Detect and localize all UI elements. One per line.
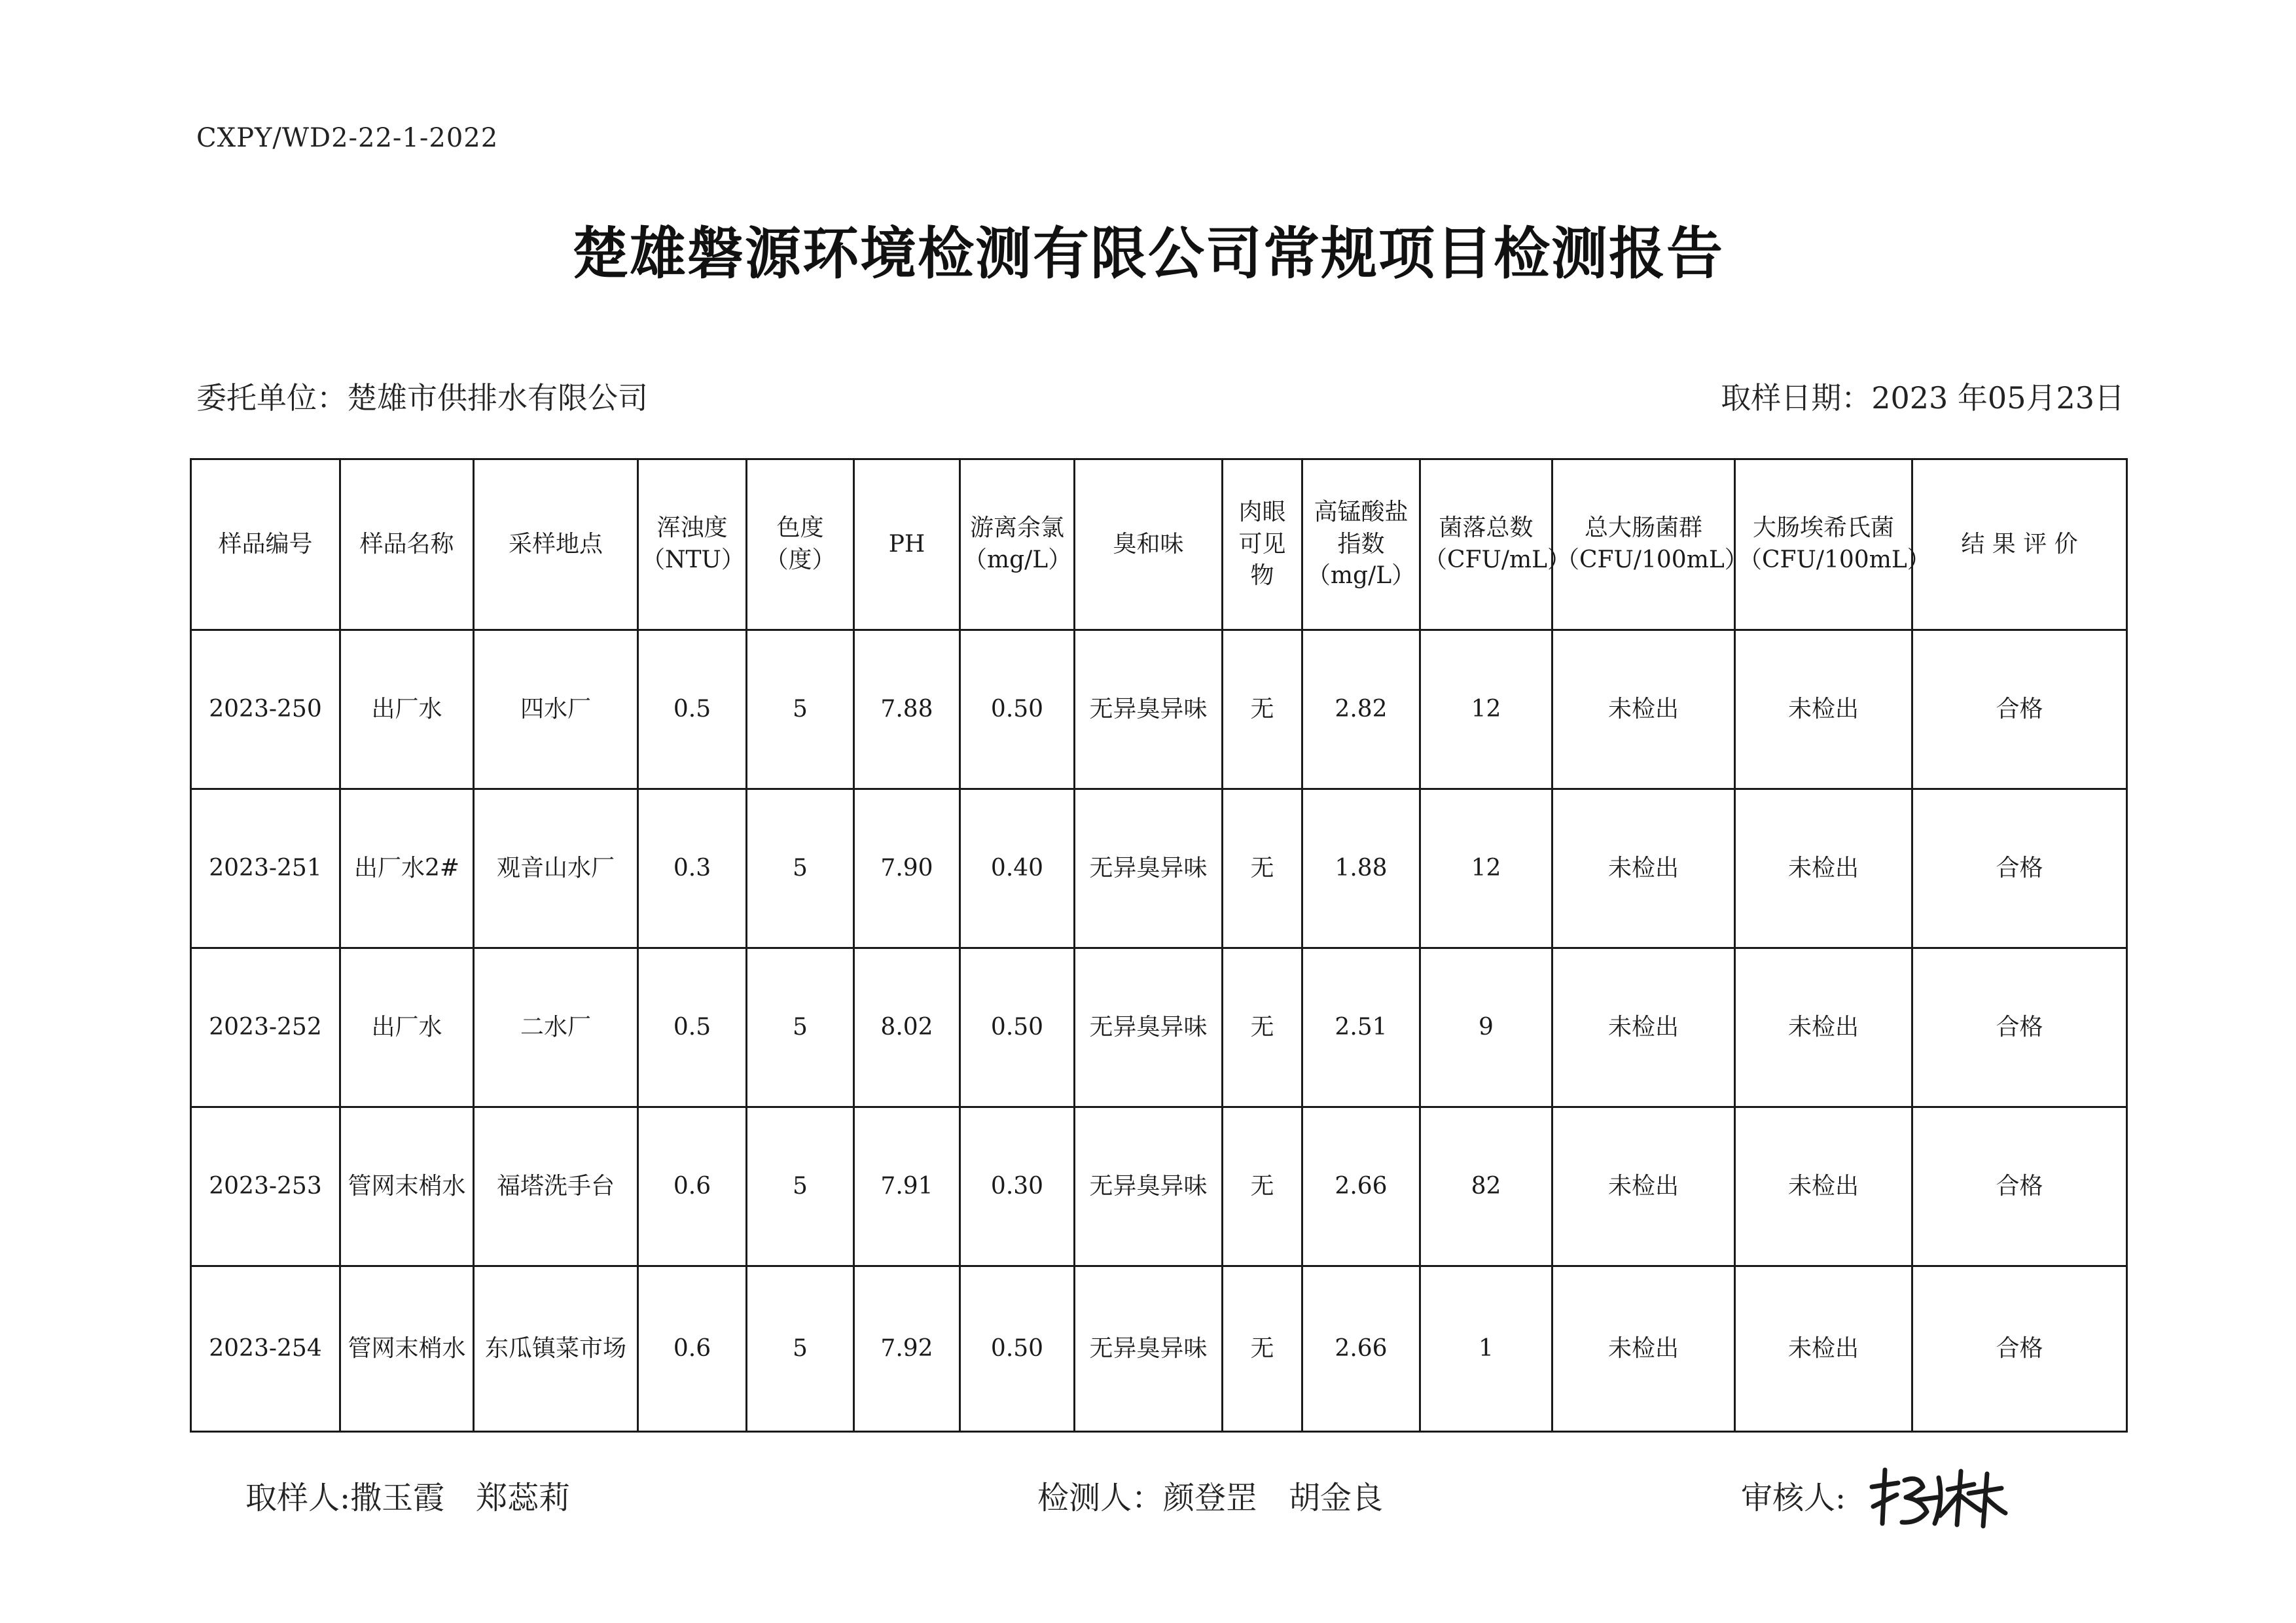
sample-date-value: 2023 年05月23日 <box>1871 380 2125 416</box>
column-header-line: （NTU） <box>641 546 745 573</box>
column-header-line: 大肠埃希氏菌 <box>1752 514 1894 542</box>
table-cell: 7.90 <box>854 789 960 948</box>
column-header <box>1912 459 2127 630</box>
handwritten-signature-icon <box>1859 1461 2009 1533</box>
column-header <box>854 459 960 630</box>
table-cell: 2023-250 <box>191 630 340 789</box>
client-label: 委托单位： <box>196 380 347 416</box>
table-cell: 无 <box>1223 789 1302 948</box>
table-cell: 8.02 <box>854 948 960 1107</box>
table-cell: 未检出 <box>1735 1266 1912 1432</box>
table-cell: 无异臭异味 <box>1075 948 1223 1107</box>
table-cell: 5 <box>747 789 854 948</box>
table-cell: 9 <box>1420 948 1552 1107</box>
table-cell: 1 <box>1420 1266 1552 1432</box>
table-cell: 82 <box>1420 1107 1552 1266</box>
column-header-line: 采样地点 <box>508 530 603 558</box>
table-cell: 未检出 <box>1735 789 1912 948</box>
table-cell: 无 <box>1223 1107 1302 1266</box>
table-cell: 7.92 <box>854 1266 960 1432</box>
table-row <box>191 1107 2127 1266</box>
table-cell: 二水厂 <box>474 948 638 1107</box>
table-cell: 2.66 <box>1302 1266 1420 1432</box>
table-cell: 2023-251 <box>191 789 340 948</box>
table-cell: 0.6 <box>638 1266 747 1432</box>
table-cell: 无异臭异味 <box>1075 630 1223 789</box>
table-cell: 无 <box>1223 1266 1302 1432</box>
table-cell: 0.50 <box>960 630 1075 789</box>
table-body <box>191 630 2127 1432</box>
column-header-line: 样品编号 <box>218 530 313 558</box>
reviewer-label: 审核人: <box>1741 1480 1846 1516</box>
column-header-line: 臭和味 <box>1113 530 1184 558</box>
table-cell: 0.6 <box>638 1107 747 1266</box>
column-header <box>1735 459 1931 630</box>
table-cell: 5 <box>747 630 854 789</box>
sample-date-info <box>1721 374 2125 418</box>
table-cell: 5 <box>747 1266 854 1432</box>
column-header-line: 肉眼 <box>1238 499 1286 526</box>
column-header <box>1075 459 1223 630</box>
table-row <box>191 789 2127 948</box>
table-cell: 2.82 <box>1302 630 1420 789</box>
column-header-line: 色度 <box>776 514 824 542</box>
table-cell: 2.51 <box>1302 948 1420 1107</box>
client-value: 楚雄市供排水有限公司 <box>347 380 648 416</box>
table-row <box>191 630 2127 789</box>
table-cell: 出厂水 <box>340 630 474 789</box>
column-header-line: 物 <box>1250 562 1274 590</box>
table-cell: 观音山水厂 <box>474 789 638 948</box>
column-header <box>1223 459 1302 630</box>
column-header <box>638 459 747 630</box>
table-cell: 2023-254 <box>191 1266 340 1432</box>
report-title: 楚雄磐源环境检测有限公司常规项目检测报告 <box>572 221 1724 287</box>
column-header-line: 可见 <box>1238 530 1286 558</box>
column-header <box>474 459 638 630</box>
table-cell: 0.30 <box>960 1107 1075 1266</box>
column-header-line: 指数 <box>1337 530 1385 558</box>
table-cell: 7.91 <box>854 1107 960 1266</box>
table-cell: 未检出 <box>1552 1107 1735 1266</box>
table-cell: 合格 <box>1912 1107 2127 1266</box>
table-cell: 未检出 <box>1552 789 1735 948</box>
column-header-line: 浑浊度 <box>656 514 728 542</box>
table-cell: 合格 <box>1912 1266 2127 1432</box>
column-header-line: 菌落总数 <box>1439 514 1534 542</box>
table-cell: 合格 <box>1912 630 2127 789</box>
document-code: CXPY/WD2-22-1-2022 <box>196 123 499 153</box>
table-cell: 0.3 <box>638 789 747 948</box>
table-cell: 无异臭异味 <box>1075 789 1223 948</box>
table-cell: 四水厂 <box>474 630 638 789</box>
table-cell: 出厂水2# <box>340 789 474 948</box>
table-cell: 合格 <box>1912 948 2127 1107</box>
table-cell: 无 <box>1223 948 1302 1107</box>
table-cell: 无异臭异味 <box>1075 1266 1223 1432</box>
table-cell: 未检出 <box>1735 1107 1912 1266</box>
table-cell: 出厂水 <box>340 948 474 1107</box>
table-cell: 12 <box>1420 789 1552 948</box>
table-row <box>191 1266 2127 1432</box>
column-header-line: 总大肠菌群 <box>1584 514 1702 542</box>
table-cell: 0.5 <box>638 948 747 1107</box>
table-cell: 未检出 <box>1552 630 1735 789</box>
table-cell: 管网末梢水 <box>340 1107 474 1266</box>
column-header-line: （CFU/100mL） <box>1738 546 1931 573</box>
table-cell: 0.5 <box>638 630 747 789</box>
column-header <box>191 459 340 630</box>
table-cell: 7.88 <box>854 630 960 789</box>
table-cell: 未检出 <box>1735 948 1912 1107</box>
column-header-line: （CFU/100mL） <box>1556 546 1748 573</box>
client-info <box>196 374 648 418</box>
table-cell: 0.50 <box>960 948 1075 1107</box>
column-header-line: （CFU/mL） <box>1424 546 1571 573</box>
table-cell: 5 <box>747 1107 854 1266</box>
table-cell: 2023-253 <box>191 1107 340 1266</box>
table-cell: 无 <box>1223 630 1302 789</box>
table-cell: 未检出 <box>1735 630 1912 789</box>
sampler: 取样人:撒玉霞 郑蕊莉 <box>245 1480 571 1516</box>
table-cell: 未检出 <box>1552 1266 1735 1432</box>
column-header <box>747 459 854 630</box>
column-header-line: （度） <box>764 546 836 573</box>
column-header-line: 高锰酸盐 <box>1314 499 1408 526</box>
table-cell: 管网末梢水 <box>340 1266 474 1432</box>
table-cell: 无异臭异味 <box>1075 1107 1223 1266</box>
column-header-line: 样品名称 <box>359 530 454 558</box>
table-cell: 2023-252 <box>191 948 340 1107</box>
column-header-line: 游离余氯 <box>969 514 1064 542</box>
header-row <box>191 459 2127 630</box>
table-cell: 东瓜镇菜市场 <box>474 1266 638 1432</box>
results-table <box>190 458 2128 1433</box>
table-cell: 2.66 <box>1302 1107 1420 1266</box>
column-header <box>960 459 1075 630</box>
column-header <box>1552 459 1748 630</box>
column-header <box>340 459 474 630</box>
column-header-line: 结 果 评 价 <box>1961 530 2078 558</box>
table-cell: 12 <box>1420 630 1552 789</box>
sample-date-label: 取样日期： <box>1721 380 1872 416</box>
tester: 检测人：颜登罡 胡金良 <box>1037 1480 1384 1516</box>
column-header-line: PH <box>888 530 925 558</box>
table-cell: 0.50 <box>960 1266 1075 1432</box>
table-cell: 合格 <box>1912 789 2127 948</box>
table-cell: 未检出 <box>1552 948 1735 1107</box>
table-cell: 5 <box>747 948 854 1107</box>
table-cell: 1.88 <box>1302 789 1420 948</box>
table-cell: 0.40 <box>960 789 1075 948</box>
column-header <box>1420 459 1571 630</box>
column-header-line: （mg/L） <box>963 546 1072 573</box>
table-cell: 福塔洗手台 <box>474 1107 638 1266</box>
column-header <box>1302 459 1420 630</box>
table-row <box>191 948 2127 1107</box>
column-header-line: （mg/L） <box>1306 562 1416 590</box>
